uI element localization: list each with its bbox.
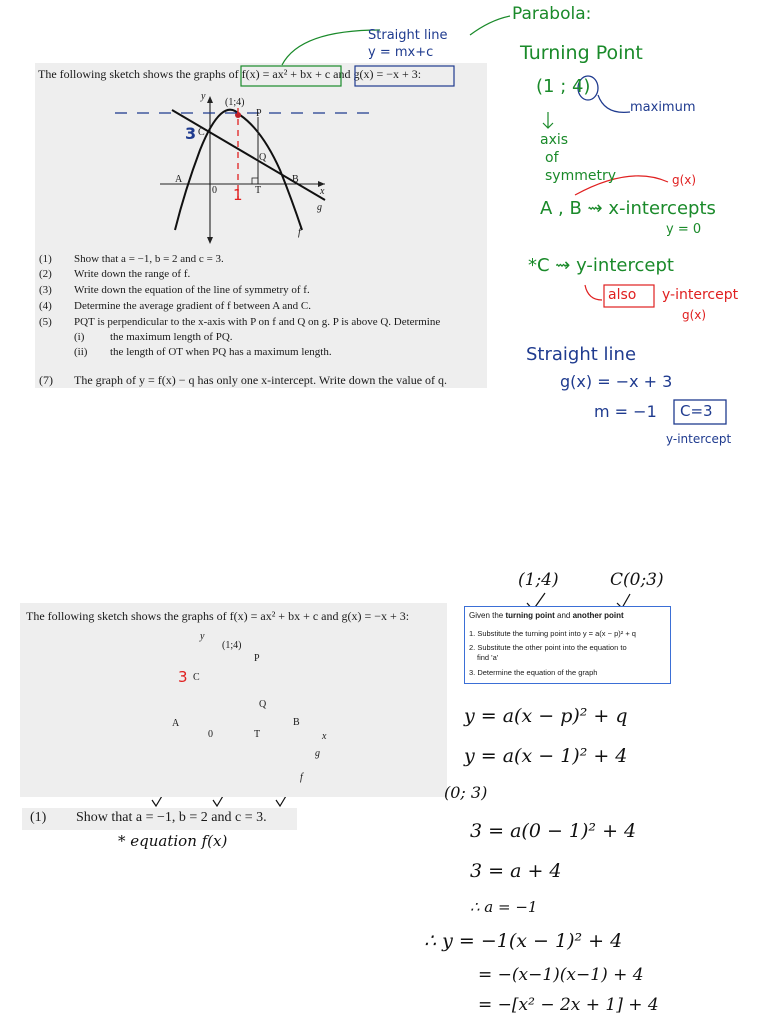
- label-t-top: T: [255, 185, 262, 196]
- q-text: Write down the equation of the line of symmetry of f.: [74, 284, 310, 296]
- label-c-top: C: [198, 127, 205, 138]
- hw-work-line: 3 = a(0 − 1)² + 4: [470, 820, 637, 842]
- hw-work-line: ∴ a = −1: [470, 898, 538, 916]
- hw-y-intercept: y-intercept: [666, 432, 732, 446]
- tip-step: 3. Determine the equation of the graph: [469, 668, 598, 677]
- label-q-top: Q: [259, 152, 267, 163]
- checkmark-a: [152, 796, 162, 806]
- box-fx: [241, 66, 341, 86]
- hw-work-line: = −(x−1)(x−1) + 4: [478, 965, 644, 985]
- label-p-bottom: P: [254, 653, 260, 664]
- label-t-bottom: T: [254, 729, 261, 740]
- q-num: (ii): [74, 346, 88, 358]
- hw-work-line: y = a(x − 1)² + 4: [464, 745, 628, 767]
- q-num: (3): [39, 284, 52, 296]
- tip-step: 1. Substitute the turning point into y = a(x − p)² + q: [469, 629, 636, 638]
- hw-straight-line-top: Straight line: [368, 28, 448, 43]
- q-text: the length of OT when PQ has a maximum length.: [110, 346, 332, 358]
- red-arrow-also: [585, 285, 602, 300]
- tip-step: 2. Substitute the other point into the equation to: [469, 643, 627, 652]
- arrow-maximum: [598, 95, 630, 112]
- label-x-top: x: [320, 186, 325, 197]
- label-q-bottom: Q: [259, 699, 267, 710]
- hw-work-line: 3 = a + 4: [470, 860, 562, 882]
- hw-pt03: C(0;3): [610, 570, 664, 590]
- hw-work-line: (0; 3): [444, 783, 488, 802]
- hw-also: also: [608, 287, 637, 303]
- label-turning-top: (1;4): [225, 97, 245, 108]
- problem-panel-bottom: [20, 603, 447, 797]
- q-text: PQT is perpendicular to the x-axis with P on f and Q on g. P is above Q. Determine: [74, 316, 441, 328]
- label-f-bottom: f: [300, 772, 303, 783]
- tip-step: find 'a': [477, 653, 499, 662]
- box-gx: [355, 66, 454, 86]
- checkmark-b: [213, 796, 223, 806]
- hw-maximum: maximum: [630, 100, 696, 115]
- hw-ab-intercepts: A , B ⇝ x-intercepts: [540, 198, 716, 219]
- label-b-top: B: [292, 174, 299, 185]
- hw-equation-fx: * equation f(x): [118, 832, 228, 850]
- label-x-bottom: x: [322, 731, 327, 742]
- q-text: Determine the average gradient of f between A and C.: [74, 300, 312, 312]
- label-g-bottom: g: [315, 748, 320, 759]
- q-num: (7): [39, 373, 53, 387]
- q-num: (i): [74, 331, 85, 343]
- arrow-fx-to-straight: [282, 30, 380, 65]
- label-f-top: f: [298, 227, 301, 238]
- hw-parabola: Parabola:: [512, 4, 592, 24]
- hw-symmetry: symmetry: [545, 168, 616, 184]
- hw-three-top: 3: [185, 124, 197, 143]
- label-o-bottom: 0: [208, 729, 213, 740]
- label-b-bottom: B: [293, 717, 300, 728]
- label-g-top: g: [317, 202, 322, 213]
- q-text: the maximum length of PQ.: [110, 331, 233, 343]
- y-axis-arrow-bottom-top: [207, 237, 213, 244]
- label-a-bottom: A: [172, 718, 180, 729]
- tip-heading: Given the turning point and another point: [469, 611, 624, 620]
- label-p-top: P: [256, 108, 262, 119]
- y-axis-arrow-top: [207, 96, 213, 103]
- hw-c-intercept: *C ⇝ y-intercept: [528, 255, 674, 276]
- q-text: The graph of y = f(x) − q has only one x-intercept. Write down the value of q.: [74, 373, 448, 387]
- q1-text-bottom: Show that a = −1, b = 2 and c = 3.: [76, 810, 267, 825]
- hw-one-red: 1: [233, 186, 243, 204]
- hw-gx-eq: g(x) = −x + 3: [560, 372, 673, 391]
- hw-work-line: y = a(x − p)² + q: [464, 705, 628, 727]
- hw-work-line: ∴ y = −1(x − 1)² + 4: [424, 930, 623, 952]
- q-text: Show that a = −1, b = 2 and c = 3.: [74, 253, 224, 265]
- hw-y-eq-0: y = 0: [666, 222, 702, 237]
- hw-y-mx-c: y = mx+c: [368, 45, 434, 60]
- hw-work-line: = −[x² − 2x + 1] + 4: [478, 995, 659, 1015]
- q-num: (1): [39, 253, 52, 265]
- q-num: (4): [39, 300, 52, 312]
- label-c-bottom: C: [193, 672, 200, 683]
- label-o-top: 0: [212, 185, 217, 196]
- intro-text-top: The following sketch shows the graphs of f(x) = ax² + bx + c and g(x) = −x + 3:: [38, 67, 422, 81]
- label-a-top: A: [175, 174, 183, 185]
- brace-axis: [543, 112, 553, 128]
- hw-three-bottom: 3: [178, 668, 188, 686]
- q-num: (5): [39, 316, 52, 328]
- label-y-bottom: y: [200, 631, 205, 642]
- q-text: Write down the range of f.: [74, 268, 191, 280]
- right-angle-top: [252, 178, 258, 184]
- hw-gx: g(x): [672, 173, 697, 187]
- label-turning-bottom: (1;4): [222, 640, 242, 651]
- arrow-parabola: [470, 16, 510, 35]
- tip-box: [464, 606, 671, 684]
- intro-text-bottom: The following sketch shows the graphs of f(x) = ax² + bx + c and g(x) = −x + 3:: [26, 609, 410, 623]
- hw-pt14: (1;4): [518, 570, 559, 590]
- q-num: (2): [39, 268, 52, 280]
- q1-num-bottom: (1): [30, 810, 47, 825]
- hw-straight-line: Straight line: [526, 344, 637, 365]
- hw-of: of: [545, 150, 559, 166]
- label-y-top: y: [201, 91, 206, 102]
- hw-axis: axis: [540, 132, 569, 148]
- hw-tp-coords: (1 ; 4): [536, 76, 591, 97]
- hw-gx2: g(x): [682, 308, 707, 322]
- hw-m-eq: m = −1: [594, 402, 657, 421]
- hw-c-eq: C=3: [680, 402, 713, 420]
- checkmark-c: [276, 796, 286, 806]
- hw-turning-point: Turning Point: [520, 42, 643, 64]
- hw-also-y-int: y-intercept: [662, 287, 739, 303]
